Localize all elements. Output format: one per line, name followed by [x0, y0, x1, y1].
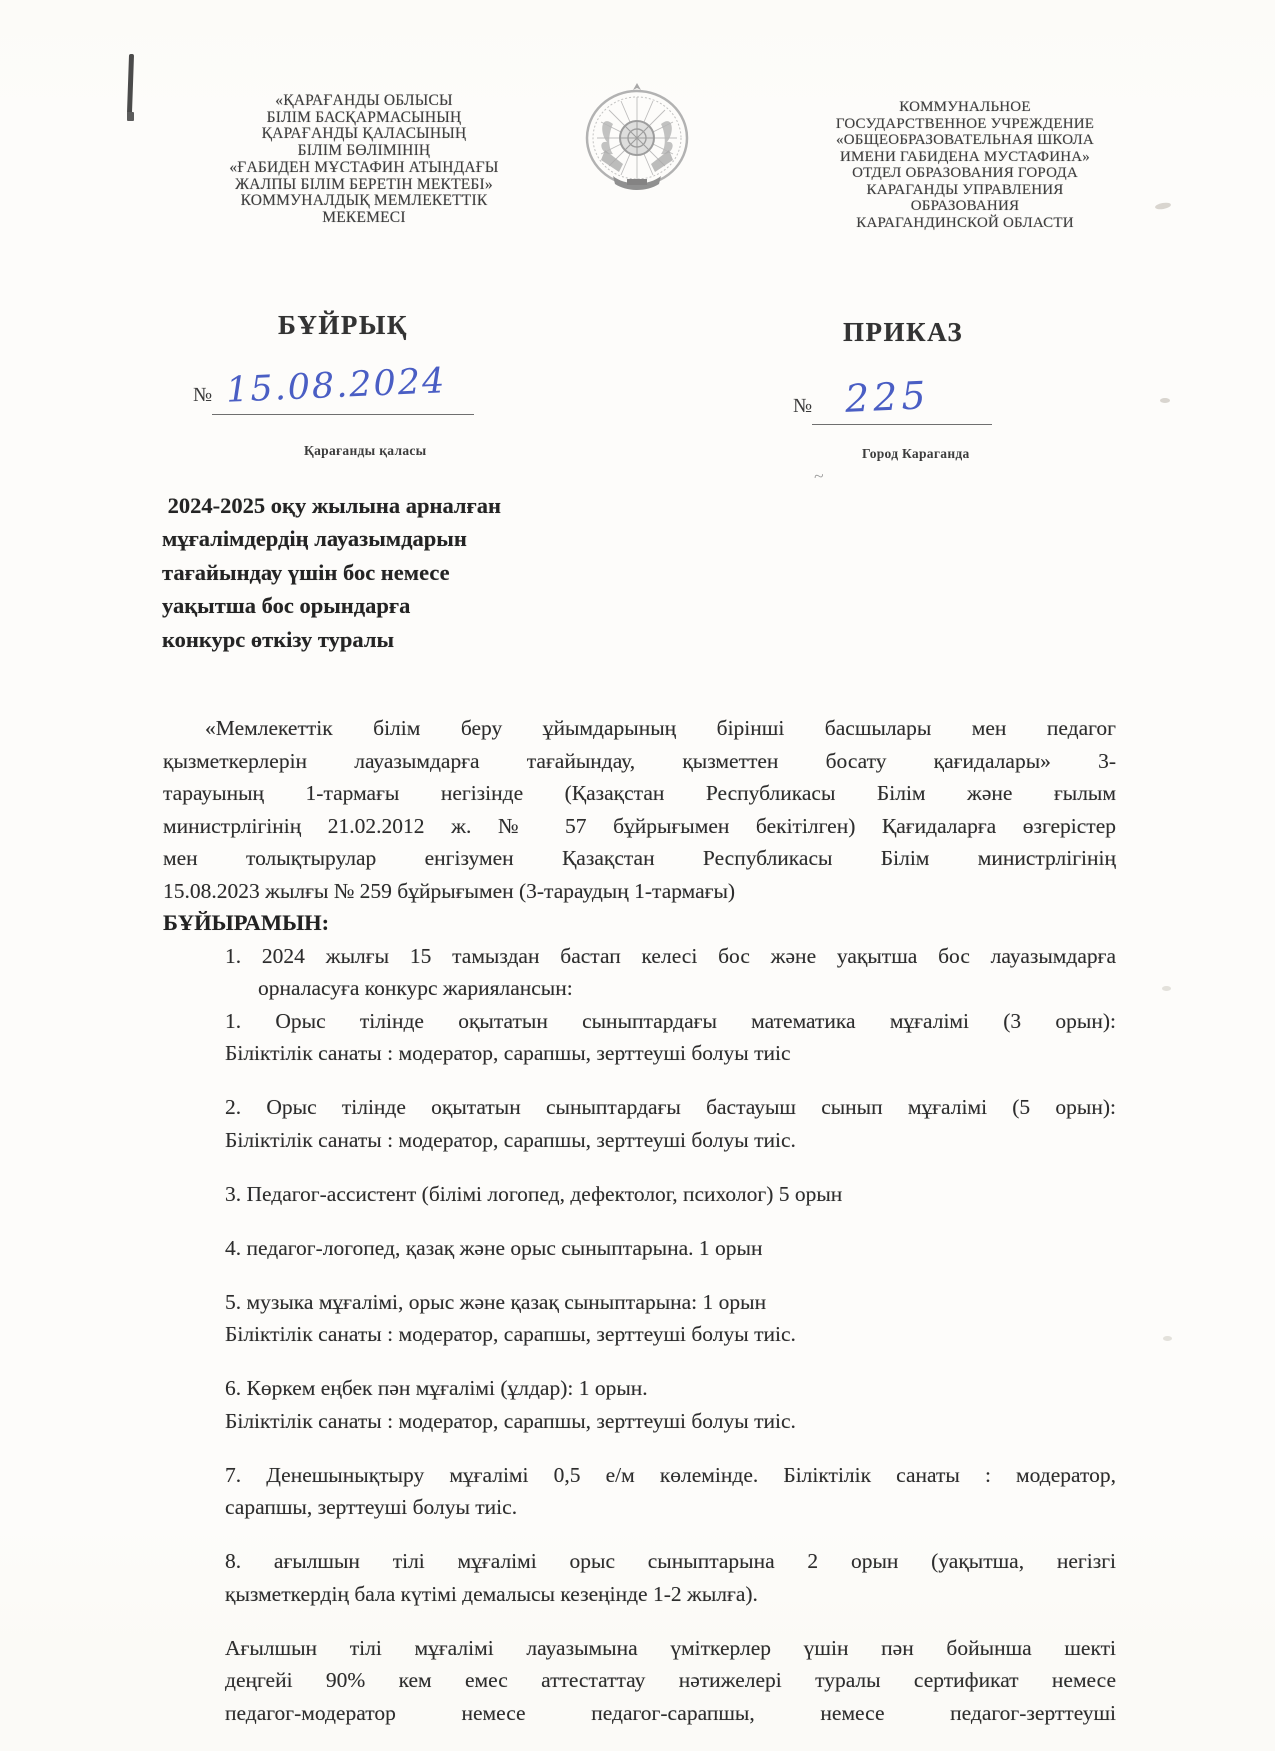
- vacancy-line: деңгейі 90% кем емес аттестаттау нәтижелері туралы сертификат немесе: [225, 1668, 1116, 1692]
- letterhead-org-kazakh: [168, 93, 560, 227]
- vacancy-line: Біліктілік санаты : модератор, сарапшы, зерттеуші болуы тиіс: [225, 1041, 791, 1065]
- vacancy-line: сарапшы, зерттеуші болуы тиіс.: [225, 1495, 518, 1519]
- vacancy-line: Біліктілік санаты : модератор, сарапшы, зерттеуші болуы тиіс.: [225, 1408, 796, 1433]
- resolution-word: БҰЙЫРАМЫН:: [163, 910, 330, 935]
- number-label-kazakh: №: [193, 384, 213, 406]
- org-line: ГОСУДАРСТВЕННОЕ УЧРЕЖДЕНИЕ: [835, 115, 1095, 132]
- city-label-kazakh: Қарағанды қаласы: [304, 443, 427, 458]
- number-underline: [812, 424, 992, 425]
- pen-mark-artifact: [127, 54, 134, 114]
- vacancy-line: 2. Орыс тілінде оқытатын сыныптардағы бастауыш сынып мұғалімі (5 орын):: [225, 1095, 1116, 1119]
- order-item-1: [225, 940, 1116, 1005]
- item-line: орналасуға конкурс жариялансын:: [258, 976, 573, 1000]
- order-subject: [162, 489, 632, 656]
- order-heading-russian: ПРИКАЗ: [843, 317, 964, 347]
- order-date-handwritten: 15.08.2024: [225, 361, 448, 411]
- org-line: ОБРАЗОВАНИЯ: [910, 198, 1020, 214]
- vacancy-line: Біліктілік санаты : модератор, сарапшы, зерттеуші болуы тиіс.: [225, 1127, 796, 1152]
- vacancy-line: қызметкердің бала күтімі демалысы кезеңінде 1-2 жылға).: [225, 1581, 758, 1606]
- vacancy-line: Біліктілік санаты : модератор, сарапшы, зерттеуші болуы тиіс.: [225, 1322, 796, 1346]
- preamble-line: 15.08.2023 жылғы № 259 бұйрығымен (3-тараудың 1-тармағы): [163, 878, 736, 903]
- letterhead-org-russian: [763, 99, 1167, 231]
- order-heading-kazakh: БҰЙРЫҚ: [278, 310, 408, 340]
- org-line: «ҒАБИДЕН МҰСТАФИН АТЫНДАҒЫ: [229, 158, 499, 176]
- subject-line: мұғалімдердің лауазымдарын: [162, 526, 467, 552]
- org-line: БІЛІМ БАСҚАРМАСЫНЫҢ: [266, 108, 462, 126]
- org-line: ЖАЛПЫ БІЛІМ БЕРЕТІН МЕКТЕБІ»: [235, 175, 493, 193]
- number-label-russian: №: [793, 395, 813, 417]
- order-body: [163, 712, 1116, 1751]
- order-number-handwritten: 225: [844, 373, 931, 421]
- org-line: КОММУНАЛДЫҚ МЕМЛЕКЕТТІК: [240, 192, 488, 210]
- subject-line: конкурс өткізу туралы: [162, 626, 395, 652]
- subject-line: уақытша бос орындарға: [162, 593, 411, 619]
- org-line: КАРАГАНДЫ УПРАВЛЕНИЯ: [866, 181, 1064, 198]
- number-underline: [212, 414, 474, 415]
- vacancy-line: 5. музыка мұғалімі, орыс және қазақ сыныптарына: 1 орын: [225, 1289, 767, 1314]
- vacancy-line: 6. Көркем еңбек пән мұғалімі (ұлдар): 1 орын.: [225, 1376, 648, 1400]
- vacancy-line: педагог-модератор немесе педагог-сарапшы, немесе педагог-зерттеуші: [225, 1700, 1116, 1725]
- vacancy-line: 3. Педагог-ассистент (білімі логопед, дефектолог, психолог) 5 орын: [225, 1181, 843, 1206]
- pen-mark-tip-artifact: [127, 112, 134, 121]
- org-line: «ҚАРАҒАНДЫ ОБЛЫСЫ: [275, 92, 453, 109]
- subject-line: тағайындау үшін бос немесе: [162, 559, 450, 585]
- vacancy-list: [225, 1005, 1116, 1730]
- scan-smudge: [1160, 398, 1170, 403]
- vacancy-line: 4. педагог-логопед, қазақ және орыс сыныптарына. 1 орын: [225, 1235, 763, 1260]
- org-line: КОММУНАЛЬНОЕ: [899, 99, 1031, 115]
- scan-smudge: [1163, 1336, 1172, 1341]
- org-line: КАРАГАНДИНСКОЙ ОБЛАСТИ: [856, 214, 1074, 231]
- org-line: МЕКЕМЕСІ: [322, 208, 406, 226]
- preamble-paragraph: [163, 712, 1116, 907]
- preamble-line: тарауының 1-тармағы негізінде (Қазақстан Республикасы Білім және ғылым: [163, 781, 1116, 805]
- org-line: БІЛІМ БӨЛІМІНІҢ: [297, 142, 431, 160]
- org-line: ҚАРАҒАНДЫ ҚАЛАСЫНЫҢ: [261, 125, 467, 143]
- city-label-russian: Город Караганда: [862, 446, 970, 461]
- vacancy-line: 8. ағылшын тілі мұғалімі орыс сыныптарына 2 орын (уақытша, негізгі: [225, 1549, 1116, 1573]
- vacancy-line: Ағылшын тілі мұғалімі лауазымына үміткерлер үшін пән бойынша шекті: [225, 1635, 1116, 1660]
- subject-line: 2024-2025 оқу жылына арналған: [162, 493, 501, 518]
- org-line: ИМЕНИ ГАБИДЕНА МУСТАФИНА»: [840, 148, 1090, 165]
- preamble-line: мен толықтырулар енгізумен Қазақстан Республикасы Білім министрлігінің: [163, 846, 1116, 870]
- kazakhstan-coat-of-arms-icon: [583, 80, 691, 202]
- scan-smudge: [1162, 986, 1171, 991]
- preamble-line: қызметкерлерін лауазымдарға тағайындау, қызметтен босату қағидалары» 3-: [163, 748, 1116, 773]
- org-line: «ОБЩЕОБРАЗОВАТЕЛЬНАЯ ШКОЛА: [836, 132, 1094, 148]
- preamble-line: «Мемлекеттік білім беру ұйымдарының бірінші басшылары мен педагог: [205, 716, 1116, 740]
- vacancy-line: 7. Денешынықтыру мұғалімі 0,5 е/м көлемінде. Біліктілік санаты : модератор,: [225, 1462, 1116, 1487]
- scan-squiggle-artifact: ~: [812, 465, 825, 487]
- org-line: ОТДЕЛ ОБРАЗОВАНИЯ ГОРОДА: [852, 165, 1078, 181]
- preamble-line: министрлігінің 21.02.2012 ж. № 57 бұйрығымен бекітілген) Қағидаларға өзгерістер: [163, 813, 1116, 838]
- vacancy-line: 1. Орыс тілінде оқытатын сыныптардағы математика мұғалімі (3 орын):: [225, 1008, 1116, 1033]
- item-line: 1. 2024 жылғы 15 тамыздан бастап келесі бос және уақытша бос лауазымдарға: [225, 943, 1116, 968]
